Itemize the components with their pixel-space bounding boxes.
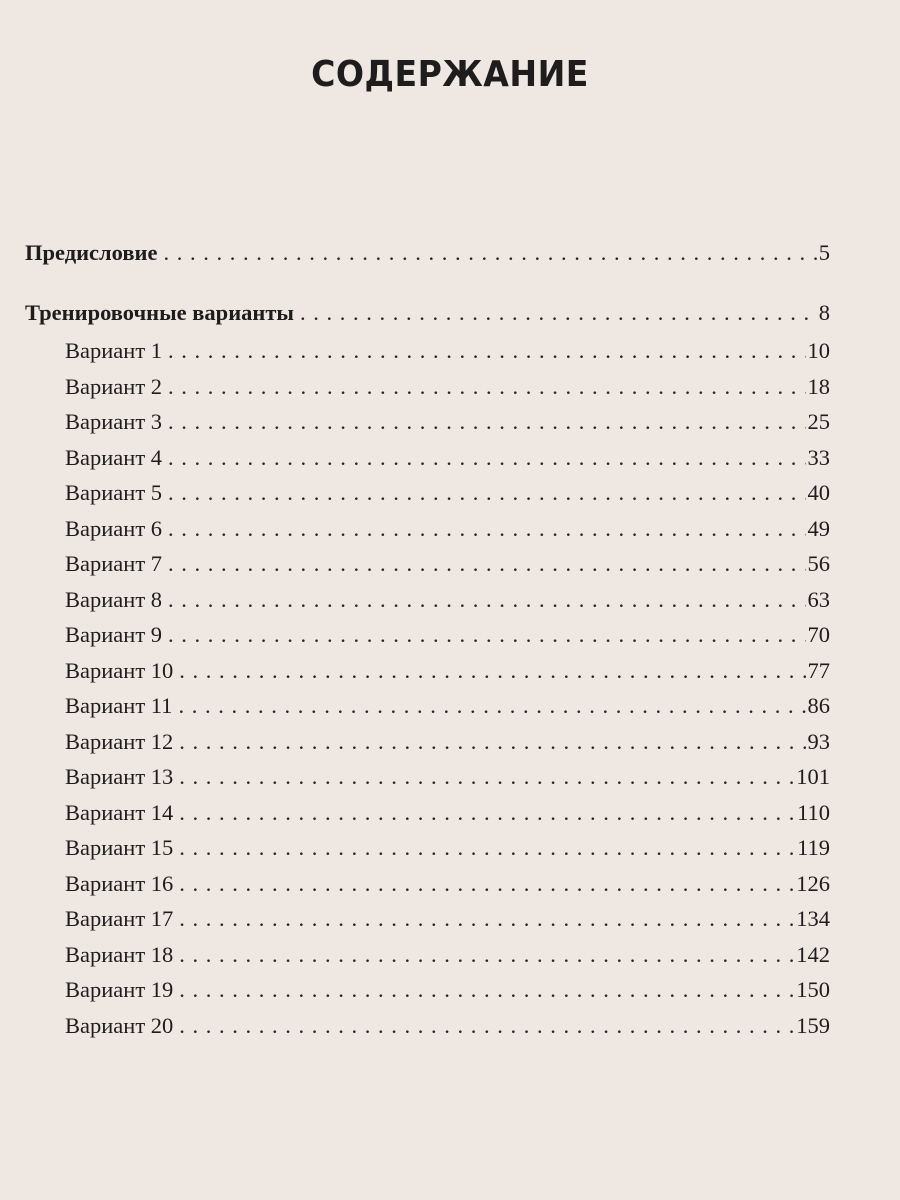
- dot-leader: [168, 445, 805, 471]
- dot-leader: [168, 338, 805, 364]
- toc-entry-page: 5: [818, 240, 830, 265]
- dot-leader: [168, 587, 805, 613]
- dot-leader: [168, 480, 805, 506]
- toc-entry[interactable]: [65, 516, 830, 546]
- toc-entry[interactable]: [25, 300, 830, 330]
- toc-entry-page: 119: [797, 835, 830, 860]
- toc-entry-label: Вариант 17: [65, 906, 174, 931]
- dot-leader: [168, 409, 805, 435]
- dot-leader: [179, 800, 795, 826]
- dot-leader: [179, 764, 794, 790]
- toc-entry-label: Вариант 18: [65, 941, 174, 967]
- toc-entry-page: 150: [796, 977, 830, 1002]
- toc-entry-page: 25: [807, 409, 830, 434]
- toc-entry-page: 10: [807, 338, 830, 363]
- toc-entry-label: Вариант 8: [65, 586, 163, 612]
- toc-entry[interactable]: [65, 693, 830, 723]
- toc-entry[interactable]: [65, 800, 830, 830]
- toc-entry[interactable]: [65, 871, 830, 901]
- dot-leader: [179, 835, 795, 861]
- toc-entry[interactable]: [65, 409, 830, 439]
- dot-leader: [168, 374, 805, 400]
- toc-entry-label: Вариант 10: [65, 657, 174, 683]
- toc-entry[interactable]: [65, 942, 830, 972]
- toc-entry[interactable]: [65, 445, 830, 475]
- toc-entry-page: 63: [807, 586, 830, 612]
- toc-entry[interactable]: [65, 977, 830, 1007]
- toc-entry-page: 8: [818, 300, 830, 325]
- toc-entry-label: Предисловие: [25, 240, 158, 265]
- toc-entry[interactable]: [65, 587, 830, 617]
- dot-leader: [163, 240, 816, 266]
- toc-entry[interactable]: [65, 658, 830, 688]
- dot-leader: [179, 871, 794, 897]
- dot-leader: [179, 1013, 794, 1039]
- dot-leader: [300, 300, 817, 326]
- dot-leader: [179, 977, 794, 1003]
- toc-entry-page: 56: [807, 551, 830, 576]
- toc-entry[interactable]: [65, 480, 830, 510]
- toc-entry-label: Вариант 5: [65, 480, 163, 505]
- toc-entry-label: Вариант 11: [65, 693, 173, 718]
- toc-entry-page: 86: [807, 693, 830, 718]
- toc-entry[interactable]: [65, 338, 830, 368]
- toc-entry-label: Вариант 20: [65, 1012, 174, 1038]
- toc-entry[interactable]: [65, 835, 830, 865]
- toc-entry[interactable]: [65, 729, 830, 759]
- toc-entry-label: Вариант 6: [65, 515, 163, 541]
- page-title: СОДЕРЖАНИЕ: [311, 54, 589, 95]
- toc-entry-label: Вариант 15: [65, 835, 174, 860]
- toc-entry[interactable]: [25, 240, 830, 270]
- toc-entry-label: Тренировочные варианты: [25, 300, 294, 325]
- toc-entry-label: Вариант 19: [65, 977, 174, 1002]
- dot-leader: [168, 551, 805, 577]
- toc-entry-label: Вариант 16: [65, 870, 174, 896]
- toc-entry-label: Вариант 14: [65, 799, 174, 825]
- dot-leader: [168, 622, 805, 648]
- toc-entry-page: 93: [807, 728, 830, 754]
- toc-entry-page: 70: [807, 622, 830, 647]
- toc-entry-page: 77: [807, 657, 830, 683]
- toc-entry-page: 142: [796, 941, 830, 967]
- toc-entry[interactable]: [65, 764, 830, 794]
- toc-entry[interactable]: [65, 622, 830, 652]
- dot-leader: [178, 693, 805, 719]
- toc-entry[interactable]: [65, 1013, 830, 1043]
- toc-entry-page: 110: [797, 799, 830, 825]
- toc-entry[interactable]: [65, 374, 830, 404]
- toc-entry-label: Вариант 13: [65, 764, 174, 789]
- dot-leader: [179, 906, 794, 932]
- toc-entry-label: Вариант 9: [65, 622, 163, 647]
- toc-entry-label: Вариант 3: [65, 409, 163, 434]
- dot-leader: [179, 658, 805, 684]
- toc-entry[interactable]: [65, 551, 830, 581]
- toc-entry-label: Вариант 4: [65, 444, 163, 470]
- toc-entry-page: 126: [796, 870, 830, 896]
- toc-entry-page: 33: [807, 444, 830, 470]
- toc-entry-page: 49: [807, 515, 830, 541]
- toc-entry-page: 134: [796, 906, 830, 931]
- toc-entry-label: Вариант 12: [65, 728, 174, 754]
- dot-leader: [168, 516, 805, 542]
- dot-leader: [179, 942, 794, 968]
- toc-entry-label: Вариант 1: [65, 338, 163, 363]
- toc-entry-label: Вариант 2: [65, 373, 163, 399]
- toc-entry-page: 18: [807, 373, 830, 399]
- toc-entry[interactable]: [65, 906, 830, 936]
- toc-entry-page: 159: [796, 1012, 830, 1038]
- toc-entry-label: Вариант 7: [65, 551, 163, 576]
- toc-entry-page: 101: [796, 764, 830, 789]
- dot-leader: [179, 729, 805, 755]
- toc-entry-page: 40: [807, 480, 830, 505]
